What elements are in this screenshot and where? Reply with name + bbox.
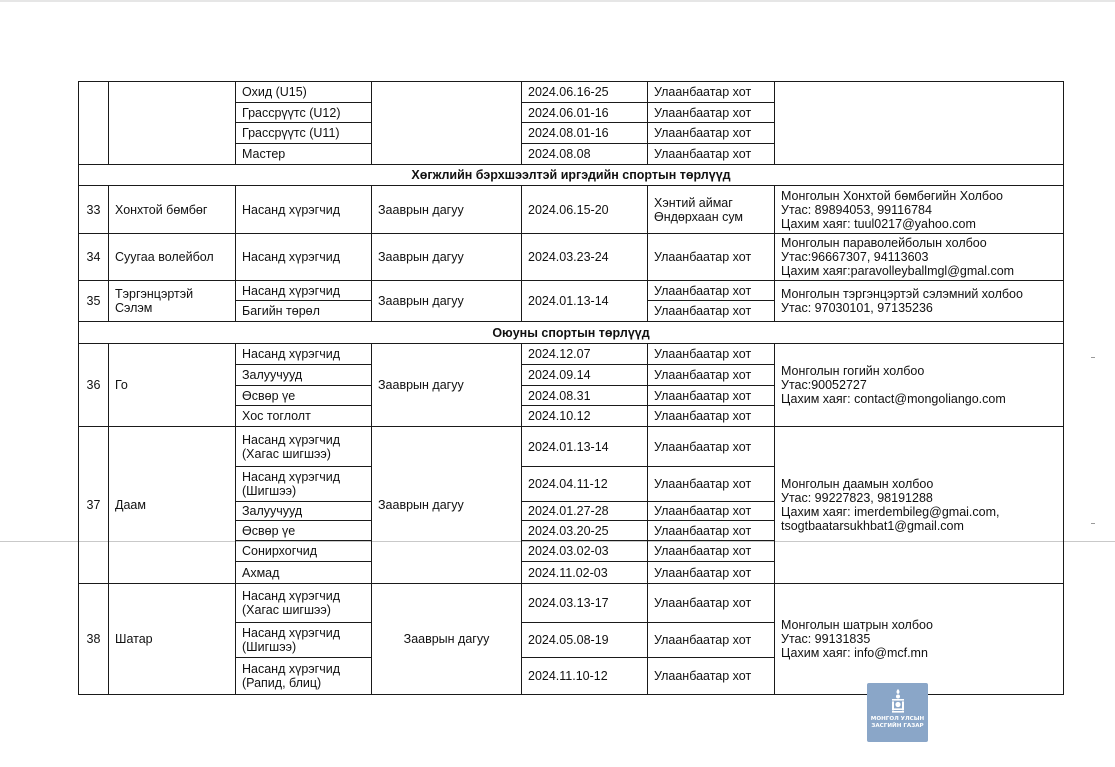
date-cell: 2024.12.07 — [522, 344, 648, 365]
date-cell: 2024.01.13-14 — [522, 281, 648, 322]
date-cell: 2024.03.02-03 — [522, 541, 648, 562]
location-cell: Улаанбаатар хот — [648, 234, 775, 281]
date-cell: 2024.01.13-14 — [522, 427, 648, 467]
section-heading: Хөгжлийн бэрхшээлтэй иргэдийн спортын төрлүүд — [79, 165, 1064, 186]
scan-top-edge — [0, 0, 1115, 2]
location-cell: Улаанбаатар хот — [648, 502, 775, 521]
location-cell: Улаанбаатар хот — [648, 541, 775, 562]
category-cell: Сонирхогчид — [236, 541, 372, 562]
date-cell: 2024.01.27-28 — [522, 502, 648, 521]
emblem-text: МОНГОЛ УЛСЫН ЗАСГИЙН ГАЗАР — [870, 716, 925, 729]
category-cell: Залуучууд — [236, 502, 372, 521]
location-cell: Улаанбаатар хот — [648, 406, 775, 427]
category-cell: Насанд хүрэгчид (Хагас шигшээ) — [236, 584, 372, 623]
category-cell: Өсвөр үе — [236, 521, 372, 541]
category-cell: Насанд хүрэгчид (Шигшээ) — [236, 623, 372, 658]
date-cell: 2024.06.16-25 — [522, 82, 648, 103]
rule-cell: Зааврын дагуу — [372, 281, 522, 322]
rule-cell — [372, 82, 522, 165]
category-cell: Насанд хүрэгчид — [236, 344, 372, 365]
table-row — [79, 186, 1064, 234]
sport-cell: Шатар — [109, 584, 236, 695]
rule-cell: Зааврын дагуу — [372, 584, 522, 695]
location-cell: Улаанбаатар хот — [648, 365, 775, 386]
table-row — [79, 281, 1064, 301]
category-cell: Ахмад — [236, 562, 372, 584]
location-cell: Улаанбаатар хот — [648, 301, 775, 322]
table-row — [79, 344, 1064, 365]
num-cell: 34 — [79, 234, 109, 281]
org-cell: Монголын гогийн холбоо Утас:90052727 Цахим хаяг: contact@mongoliango.com — [775, 344, 1064, 427]
date-cell: 2024.03.23-24 — [522, 234, 648, 281]
location-cell: Улаанбаатар хот — [648, 144, 775, 165]
government-emblem — [867, 683, 928, 742]
location-cell: Улаанбаатар хот — [648, 427, 775, 467]
sport-cell: Тэргэнцэртэй Сэлэм — [109, 281, 236, 322]
location-cell: Улаанбаатар хот — [648, 123, 775, 144]
category-cell: Грассрүүтс (U11) — [236, 123, 372, 144]
location-cell: Улаанбаатар хот — [648, 658, 775, 695]
location-cell: Хэнтий аймаг Өндөрхаан сум — [648, 186, 775, 234]
category-cell: Насанд хүрэгчид — [236, 186, 372, 234]
category-cell: Багийн төрөл — [236, 301, 372, 322]
sport-cell: Го — [109, 344, 236, 427]
date-cell: 2024.03.13-17 — [522, 584, 648, 623]
location-cell: Улаанбаатар хот — [648, 103, 775, 123]
org-cell: Монголын тэргэнцэртэй сэлэмний холбоо Утас: 97030101, 97135236 — [775, 281, 1064, 322]
events-table — [78, 81, 1064, 695]
soyombo-icon — [887, 688, 909, 714]
sport-cell: Хонхтой бөмбөг — [109, 186, 236, 234]
rule-cell: Зааврын дагуу — [372, 234, 522, 281]
date-cell: 2024.06.01-16 — [522, 103, 648, 123]
date-cell: 2024.08.31 — [522, 386, 648, 406]
num-cell: 38 — [79, 584, 109, 695]
location-cell: Улаанбаатар хот — [648, 521, 775, 541]
location-cell: Улаанбаатар хот — [648, 386, 775, 406]
org-cell: Монголын даамын холбоо Утас: 99227823, 98191288 Цахим хаяг: imerdembileg@gmai.com, tsogtbaatarsukhbat1@gmail.com — [775, 427, 1064, 584]
date-cell: 2024.11.02-03 — [522, 562, 648, 584]
date-cell: 2024.03.20-25 — [522, 521, 648, 541]
num-cell: 35 — [79, 281, 109, 322]
location-cell: Улаанбаатар хот — [648, 281, 775, 301]
date-cell: 2024.06.15-20 — [522, 186, 648, 234]
sport-cell — [109, 82, 236, 165]
org-cell: Монголын Хонхтой бөмбөгийн Холбоо Утас: 89894053, 99116784 Цахим хаяг: tuul0217@yahoo.com — [775, 186, 1064, 234]
category-cell: Насанд хүрэгчид (Шигшээ) — [236, 467, 372, 502]
category-cell: Өсвөр үе — [236, 386, 372, 406]
rule-cell: Зааврын дагуу — [372, 344, 522, 427]
date-cell: 2024.04.11-12 — [522, 467, 648, 502]
section-row — [79, 165, 1064, 186]
section-heading: Оюуны спортын төрлүүд — [79, 322, 1064, 344]
location-cell: Улаанбаатар хот — [648, 344, 775, 365]
rule-cell: Зааврын дагуу — [372, 427, 522, 584]
section-row — [79, 322, 1064, 344]
location-cell: Улаанбаатар хот — [648, 584, 775, 623]
edge-mark — [1091, 523, 1095, 524]
category-cell: Мастер — [236, 144, 372, 165]
org-cell: Монголын параволейболын холбоо Утас:96667307, 94113603 Цахим хаяг:paravolleyballmgl@gmal.com — [775, 234, 1064, 281]
org-cell — [775, 82, 1064, 165]
category-cell: Насанд хүрэгчид (Хагас шигшээ) — [236, 427, 372, 467]
category-cell: Насанд хүрэгчид (Рапид, блиц) — [236, 658, 372, 695]
sport-cell: Даам — [109, 427, 236, 584]
location-cell: Улаанбаатар хот — [648, 562, 775, 584]
num-cell — [79, 82, 109, 165]
num-cell: 36 — [79, 344, 109, 427]
category-cell: Насанд хүрэгчид — [236, 281, 372, 301]
edge-mark — [1091, 357, 1095, 358]
org-cell: Монголын шатрын холбоо Утас: 99131835 Цахим хаяг: info@mcf.mn — [775, 584, 1064, 695]
date-cell: 2024.08.01-16 — [522, 123, 648, 144]
location-cell: Улаанбаатар хот — [648, 467, 775, 502]
table-row — [79, 584, 1064, 623]
category-cell: Хос тоглолт — [236, 406, 372, 427]
date-cell: 2024.05.08-19 — [522, 623, 648, 658]
num-cell: 37 — [79, 427, 109, 584]
date-cell: 2024.11.10-12 — [522, 658, 648, 695]
rule-cell: Зааврын дагуу — [372, 186, 522, 234]
table-row — [79, 234, 1064, 281]
date-cell: 2024.09.14 — [522, 365, 648, 386]
category-cell: Насанд хүрэгчид — [236, 234, 372, 281]
table-row — [79, 427, 1064, 467]
num-cell: 33 — [79, 186, 109, 234]
table-row — [79, 82, 1064, 103]
date-cell: 2024.08.08 — [522, 144, 648, 165]
location-cell: Улаанбаатар хот — [648, 623, 775, 658]
date-cell: 2024.10.12 — [522, 406, 648, 427]
sport-cell: Суугаа волейбол — [109, 234, 236, 281]
category-cell: Залуучууд — [236, 365, 372, 386]
category-cell: Охид (U15) — [236, 82, 372, 103]
category-cell: Грассрүүтс (U12) — [236, 103, 372, 123]
location-cell: Улаанбаатар хот — [648, 82, 775, 103]
